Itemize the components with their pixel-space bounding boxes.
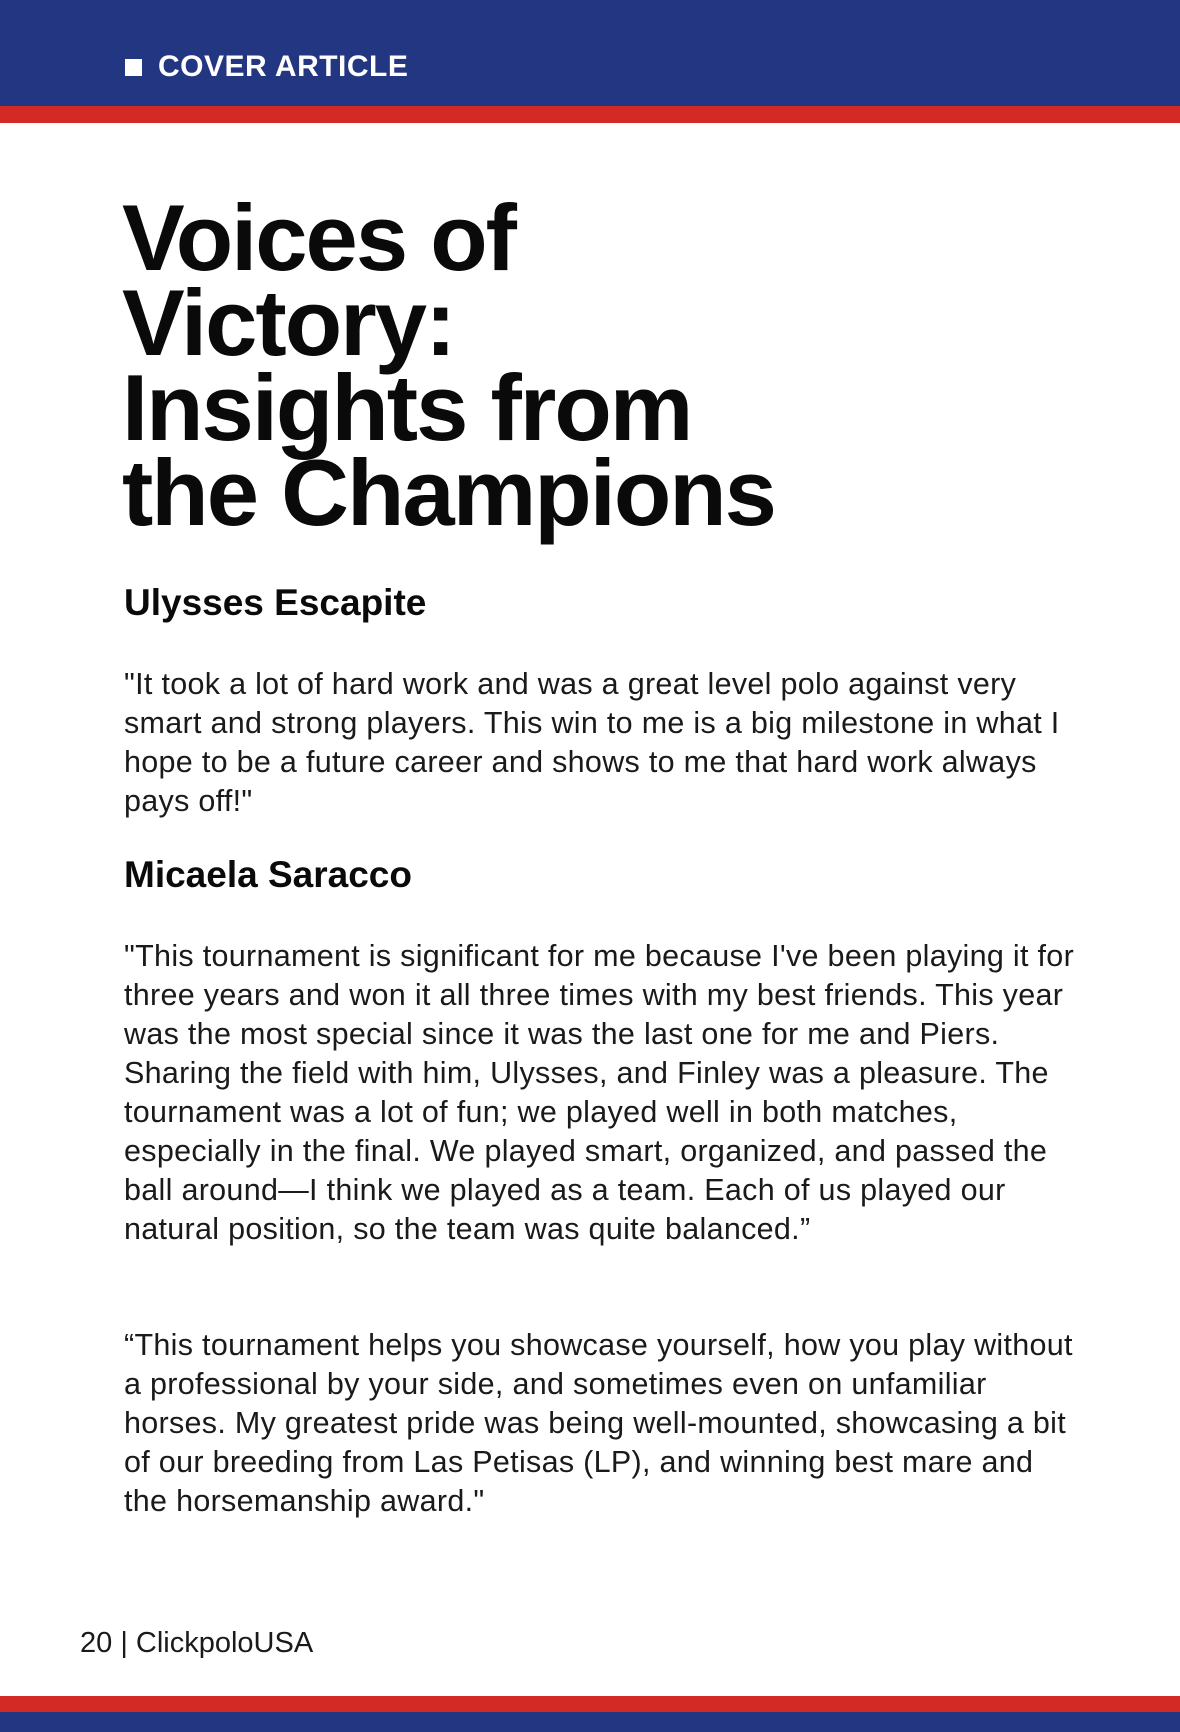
speaker-quote: "It took a lot of hard work and was a great level polo against very smart and strong players. This win to me is a big milestone in what I hope to be a future career and shows to me that hard work always pays off!" xyxy=(124,667,1060,818)
speaker-name: Ulysses Escapite xyxy=(124,582,427,623)
article-title-line: Voices of xyxy=(122,185,515,290)
footer-red-stripe xyxy=(0,1696,1180,1712)
speaker-quote: “This tournament helps you showcase yourself, how you play without a professional by your side, and sometimes even on unfamiliar horses. My greatest pride was being well-mounted, showcasing a bit of our breeding from Las Petisas (LP), and winning best mare and the horsemanship award." xyxy=(124,1328,1073,1518)
square-bullet-icon xyxy=(125,59,142,76)
section-label-text: COVER ARTICLE xyxy=(158,50,409,83)
article-title-line: the Champions xyxy=(122,440,775,545)
section-label xyxy=(125,50,408,84)
speaker-name: Micaela Saracco xyxy=(124,854,412,895)
article-title xyxy=(122,185,1022,545)
header-red-stripe xyxy=(0,106,1180,123)
article-title-line: Insights from xyxy=(122,355,692,460)
page-footer: 20 | ClickpoloUSA xyxy=(80,1627,314,1659)
footer-band xyxy=(0,1712,1180,1732)
article-title-line: Victory: xyxy=(122,270,455,375)
speaker-quote: "This tournament is significant for me because I've been playing it for three years and won it all three times with my best friends. This year was the most special since it was the last one for me and Piers. Sharing the field with him, Ulysses, and Finley was a pleasure. The tournament was a lot of fun; we played well in both matches, especially in the final. We played smart, organized, and passed the ball around—I think we played as a team. Each of us played our natural position, so the team was quite balanced.” xyxy=(124,939,1075,1246)
